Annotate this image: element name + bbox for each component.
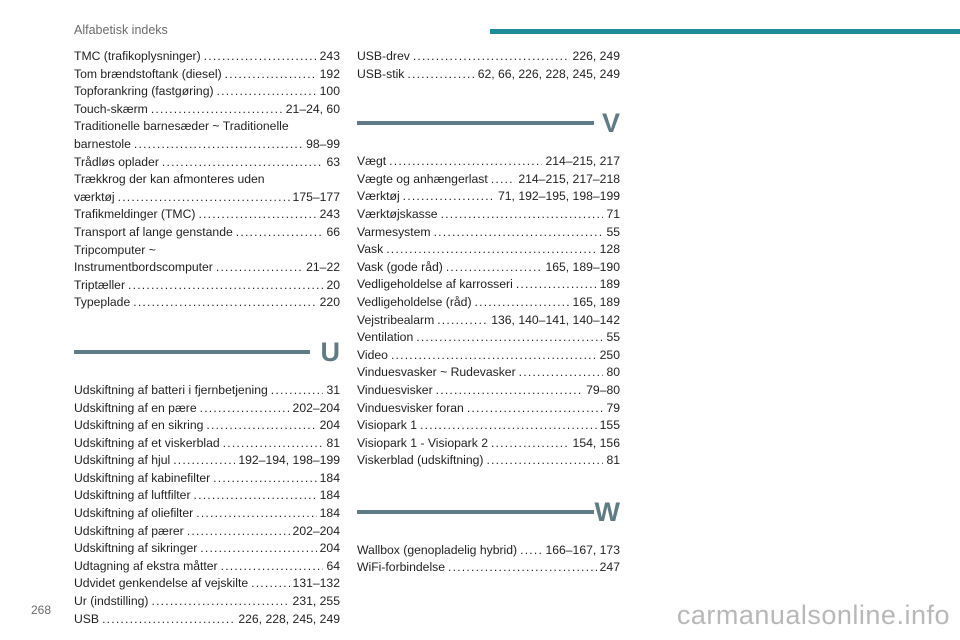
- page-number: 268: [31, 603, 52, 617]
- section-header-u: [74, 336, 340, 376]
- index-entry: Udskiftning af kabinefilter ..... 184: [74, 470, 340, 488]
- index-entry: Vejstribealarm ..... 136, 140–141, 140–142: [357, 312, 620, 330]
- index-entry: Udtagning af ekstra måtter ..... 64: [74, 558, 340, 576]
- index-entry: Udskiftning af batteri i fjernbetjening ..... 31: [74, 382, 340, 400]
- index-entry: Typeplade ..... 220: [74, 294, 340, 312]
- index-entry-first-line: Tripcomputer ~: [74, 242, 156, 257]
- section-letter: V: [601, 108, 620, 139]
- index-entry: Wallbox (genopladelig hybrid) ..... 166–167, 173: [357, 542, 620, 560]
- section-letter: U: [320, 336, 340, 367]
- index-entry: Udskiftning af en sikring ..... 204: [74, 417, 340, 435]
- index-column-right: [357, 48, 620, 577]
- index-entries-u-continued: [357, 48, 620, 83]
- index-entry: Trådløs oplader ..... 63: [74, 154, 340, 172]
- index-entry: USB-stik ..... 62, 66, 226, 228, 245, 249: [357, 66, 620, 84]
- index-entry: Visiopark 1 - Visiopark 2 ..... 154, 156: [357, 435, 620, 453]
- index-entry: Vægte og anhængerlast ..... 214–215, 217–218: [357, 171, 620, 189]
- index-entry: Instrumentbordscomputer ..... 21–22: [74, 259, 340, 277]
- index-entry: barnestole ..... 98–99: [74, 136, 340, 154]
- section-rule: [74, 350, 310, 354]
- index-entry: Varmesystem ..... 55: [357, 224, 620, 242]
- index-entry: Vask (gode råd) ..... 165, 189–190: [357, 259, 620, 277]
- index-column-left: [74, 48, 340, 628]
- index-entry: Transport af lange genstande ..... 66: [74, 224, 340, 242]
- index-entry: Værktøjskasse ..... 71: [357, 206, 620, 224]
- index-entry: Vask ..... 128: [357, 241, 620, 259]
- index-entry: Vedligeholdelse (råd) ..... 165, 189: [357, 294, 620, 312]
- watermark-text: carmanualsonline.info: [676, 600, 950, 630]
- index-entry: Touch-skærm ..... 21–24, 60: [74, 101, 340, 119]
- section-header-v: [357, 107, 620, 147]
- index-entries-t: [74, 48, 340, 312]
- index-entry: Udskiftning af pærer ..... 202–204: [74, 523, 340, 541]
- section-letter: W: [594, 496, 620, 527]
- index-entry-first-line: Trækkrog der kan afmonteres uden: [74, 172, 265, 187]
- section-header-w: [357, 496, 620, 536]
- index-entry: Udskiftning af sikringer ..... 204: [74, 540, 340, 558]
- index-entry: Visiopark 1 ..... 155: [357, 417, 620, 435]
- index-entry: Udskiftning af en pære ..... 202–204: [74, 400, 340, 418]
- index-entry: værktøj ..... 175–177: [74, 189, 340, 207]
- index-entry: TMC (trafikoplysninger) ..... 243: [74, 48, 340, 66]
- index-entry: Triptæller ..... 20: [74, 277, 340, 295]
- index-entry: Vinduesvisker ..... 79–80: [357, 382, 620, 400]
- index-entry: Ventilation ..... 55: [357, 329, 620, 347]
- index-entries-w: [357, 542, 620, 577]
- index-entry: WiFi-forbindelse ..... 247: [357, 559, 620, 577]
- index-entry: USB ..... 226, 228, 245, 249: [74, 611, 340, 629]
- index-entry: Tom brændstoftank (diesel) ..... 192: [74, 66, 340, 84]
- index-entries-u: [74, 382, 340, 628]
- index-entry: Vægt ..... 214–215, 217: [357, 153, 620, 171]
- index-entry: Vinduesvisker foran ..... 79: [357, 400, 620, 418]
- index-entry: Vinduesvasker ~ Rudevasker ..... 80: [357, 364, 620, 382]
- index-entry: Udskiftning af luftfilter ..... 184: [74, 487, 340, 505]
- index-entry: Værktøj ..... 71, 192–195, 198–199: [357, 188, 620, 206]
- index-entry: Udvidet genkendelse af vejskilte ..... 131–132: [74, 575, 340, 593]
- index-entry: Udskiftning af hjul ..... 192–194, 198–199: [74, 452, 340, 470]
- index-entries-v: [357, 153, 620, 470]
- index-entry: Udskiftning af oliefilter ..... 184: [74, 505, 340, 523]
- section-rule: [357, 121, 594, 125]
- index-entry: Video ..... 250: [357, 347, 620, 365]
- page-header-title: Alfabetisk indeks: [74, 23, 168, 37]
- index-entry: Trafikmeldinger (TMC) ..... 243: [74, 206, 340, 224]
- index-entry: Topforankring (fastgøring) ..... 100: [74, 83, 340, 101]
- header-accent-bar: [490, 29, 960, 34]
- index-entry: Udskiftning af et viskerblad ..... 81: [74, 435, 340, 453]
- index-entry: Vedligeholdelse af karrosseri ..... 189: [357, 276, 620, 294]
- index-entry: Viskerblad (udskiftning) ..... 81: [357, 452, 620, 470]
- section-rule: [357, 510, 594, 514]
- index-entry-first-line: Traditionelle barnesæder ~ Traditionelle: [74, 119, 289, 134]
- index-entry: Ur (indstilling) ..... 231, 255: [74, 593, 340, 611]
- index-entry: USB-drev ..... 226, 249: [357, 48, 620, 66]
